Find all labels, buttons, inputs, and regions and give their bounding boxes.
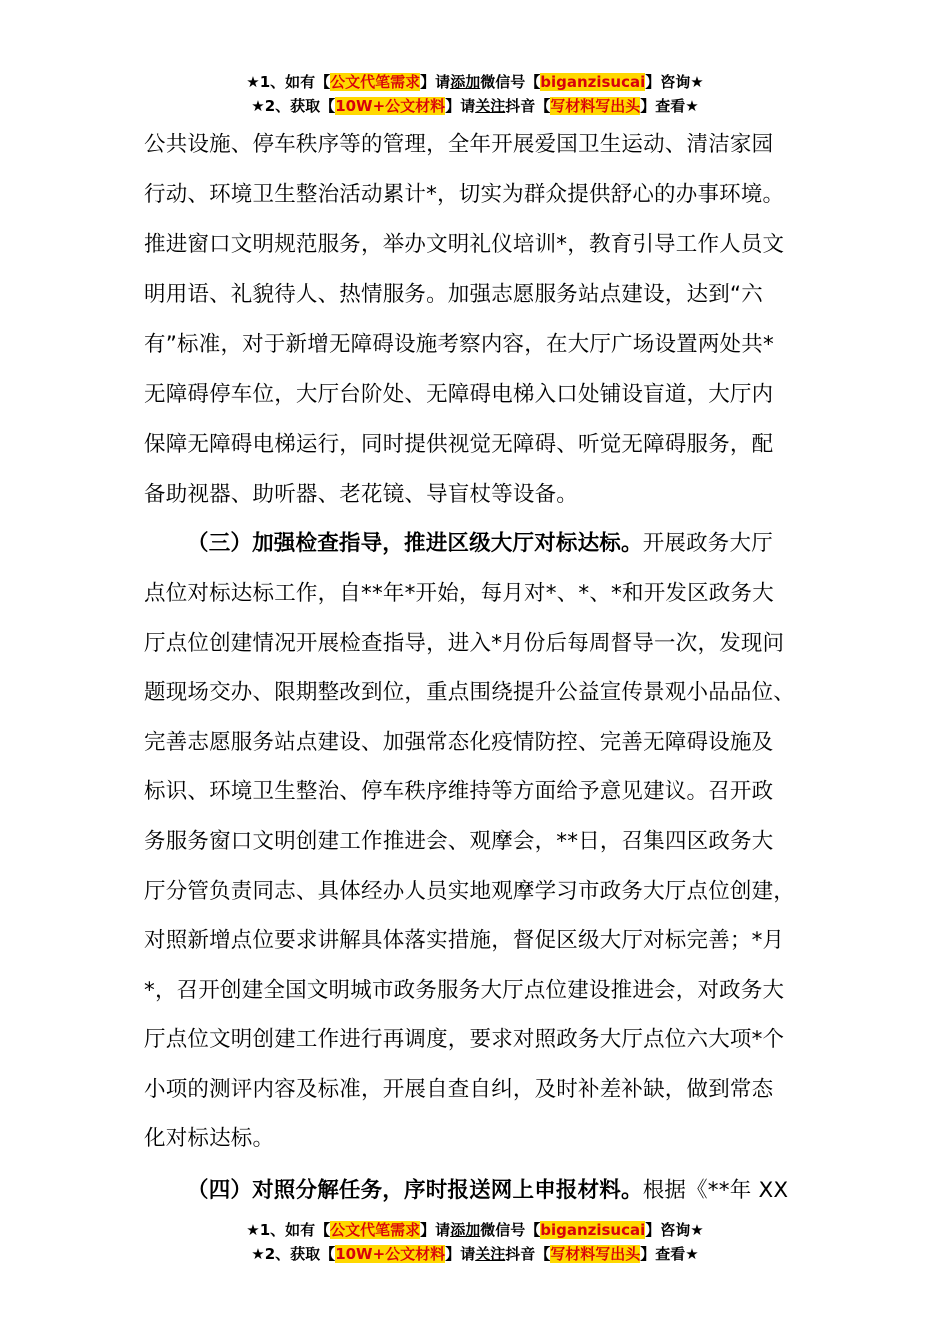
section-4-heading-line: （四）对照分解任务，序时报送网上申报材料。根据《**年 XX — [187, 1178, 789, 1203]
body-line: 有”标准，对于新增无障碍设施考察内容，在大厅广场设置两处共* — [144, 332, 774, 357]
body-line: 厅点位文明创建工作进行再调度，要求对照政务大厅点位六大项*个 — [144, 1027, 785, 1052]
highlight-wechat-id: biganzisucai — [540, 73, 646, 91]
top-banner-line-2: ★2、获取【10W+公文材料】请关注抖音【写材料写出头】查看★ — [251, 97, 699, 115]
bottom-banner-line-2: ★2、获取【10W+公文材料】请关注抖音【写材料写出头】查看★ — [251, 1245, 699, 1263]
body-line: 厅分管负责同志、具体经办人员实地观摩学习市政务大厅点位创建， — [144, 879, 796, 904]
highlight-materials: 10W+公文材料 — [335, 1245, 446, 1263]
body-line: 无障碍停车位，大厅台阶处、无障碍电梯入口处铺设盲道，大厅内 — [144, 382, 774, 407]
highlight-wechat-id: biganzisucai — [540, 1221, 646, 1239]
highlight-douyin-account: 写材料写出头 — [550, 1245, 641, 1263]
body-line: 小项的测评内容及标准，开展自查自纠，及时补差补缺，做到常态 — [144, 1077, 774, 1102]
body-line: *，召开创建全国文明城市政务服务大厅点位建设推进会，对政务大 — [144, 978, 785, 1003]
highlight-douyin-account: 写材料写出头 — [550, 97, 641, 115]
body-line: 厅点位创建情况开展检查指导，进入*月份后每周督导一次，发现问 — [144, 631, 785, 656]
section-3-heading-line: （三）加强检查指导，推进区级大厅对标达标。开展政务大厅 — [187, 531, 773, 556]
body-line: 标识、环境卫生整治、停车秩序维持等方面给予意见建议。召开政 — [144, 779, 774, 804]
body-line: 完善志愿服务站点建设、加强常态化疫情防控、完善无障碍设施及 — [144, 730, 774, 755]
body-line: 务服务窗口文明创建工作推进会、观摩会，**日，召集四区政务大 — [144, 829, 774, 854]
body-line: 公共设施、停车秩序等的管理，全年开展爱国卫生运动、清洁家园 — [144, 132, 774, 157]
body-line: 对照新增点位要求讲解具体落实措施，督促区级大厅对标完善；*月 — [144, 928, 785, 953]
top-banner-line-1: ★1、如有【公文代笔需求】请添加微信号【biganzisucai】咨询★ — [246, 73, 704, 91]
section-4-heading: （四）对照分解任务，序时报送网上申报材料。 — [187, 1178, 643, 1203]
body-line: 点位对标达标工作，自**年*开始，每月对*、*、*和开发区政务大 — [144, 581, 774, 606]
body-line: 保障无障碍电梯运行，同时提供视觉无障碍、听觉无障碍服务，配 — [144, 432, 774, 457]
body-line: 行动、环境卫生整治活动累计*，切实为群众提供舒心的办事环境。 — [144, 182, 785, 207]
body-line: 题现场交办、限期整改到位，重点围绕提升公益宣传景观小品品位、 — [144, 680, 796, 705]
body-line: 备助视器、助听器、老花镜、导盲杖等设备。 — [144, 482, 579, 507]
highlight-ghostwriting: 公文代笔需求 — [330, 1221, 421, 1239]
bottom-banner-line-1: ★1、如有【公文代笔需求】请添加微信号【biganzisucai】咨询★ — [246, 1221, 704, 1239]
highlight-materials: 10W+公文材料 — [335, 97, 446, 115]
body-line: 明用语、礼貌待人、热情服务。加强志愿服务站点建设，达到“六 — [144, 282, 763, 307]
body-line: 化对标达标。 — [144, 1126, 275, 1151]
body-line: 推进窗口文明规范服务，举办文明礼仪培训*，教育引导工作人员文 — [144, 232, 785, 257]
section-3-heading: （三）加强检查指导，推进区级大厅对标达标。 — [187, 531, 643, 556]
highlight-ghostwriting: 公文代笔需求 — [330, 73, 421, 91]
